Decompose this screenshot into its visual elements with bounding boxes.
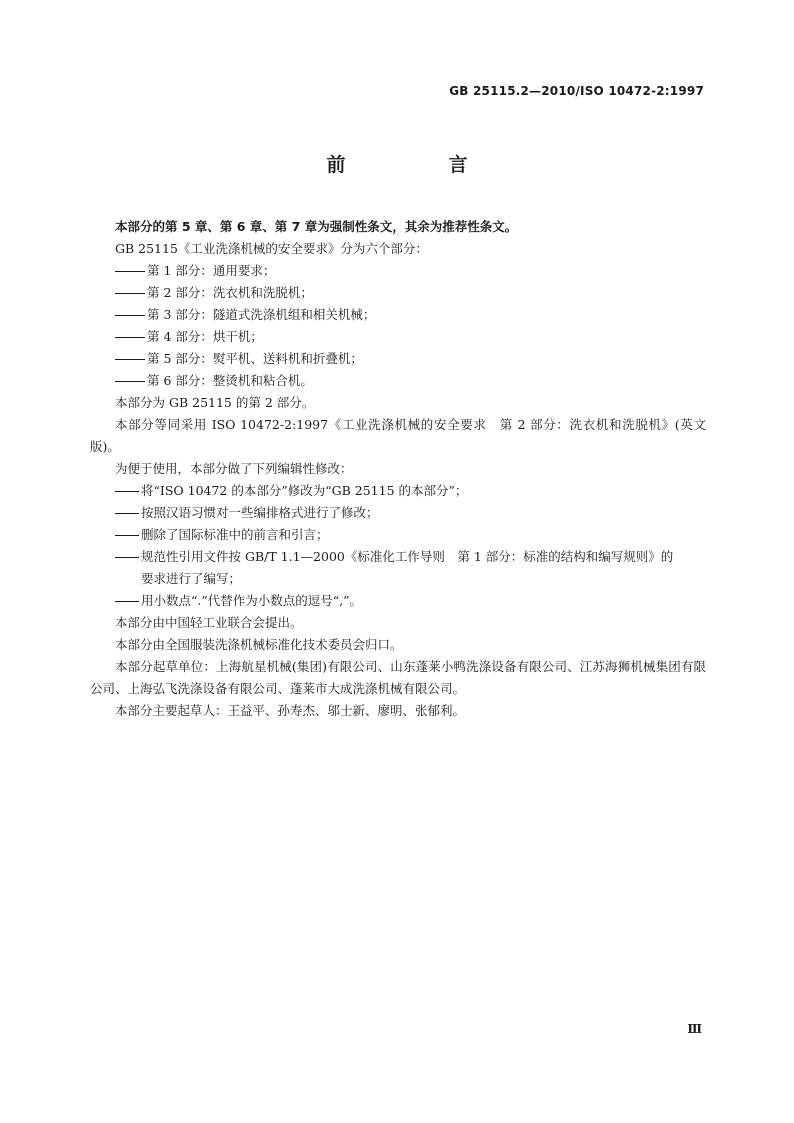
edit-text: 将“ISO 10472 的本部分”修改为“GB 25115 的本部分”；: [141, 483, 468, 498]
edit-text: 按照汉语习惯对一些编排格式进行了修改；: [141, 505, 379, 520]
part-list-item: [90, 326, 706, 348]
edit-continuation: 要求进行了编写；: [141, 571, 242, 586]
edit-list-item: [90, 590, 706, 612]
page-title: 前 言: [326, 154, 510, 176]
edit-text: 用小数点“.”代替作为小数点的逗号“,”。: [141, 593, 363, 608]
part-list-item: [90, 304, 706, 326]
dash-mark: [115, 282, 147, 304]
committee-statement: 本部分由全国服装洗涤机械标准化技术委员会归口。: [115, 637, 403, 652]
edit-text: 规范性引用文件按 GB/T 1.1—2000《标准化工作导则 第 1 部分：标准的结构和编写规则》的: [141, 549, 674, 564]
edit-list-item: [90, 480, 706, 502]
mandatory-clause-note: 本部分的第 5 章、第 6 章、第 7 章为强制性条文，其余为推荐性条文。: [115, 219, 518, 234]
adoption-statement: 本部分等同采用 ISO 10472-2:1997《工业洗涤机械的安全要求 第 2 部分：洗衣机和洗脱机》(英文版)。: [90, 417, 706, 454]
part-text: 第 2 部分：洗衣机和洗脱机；: [147, 285, 313, 300]
part-list-item: [90, 282, 706, 304]
part-list-item: [90, 370, 706, 392]
part-statement: 本部分为 GB 25115 的第 2 部分。: [115, 395, 315, 410]
parts-intro: GB 25115《工业洗涤机械的安全要求》分为六个部分：: [115, 241, 428, 256]
part-text: 第 4 部分：烘干机；: [147, 329, 263, 344]
part-list-item: [90, 348, 706, 370]
dash-mark: [115, 304, 147, 326]
dash-mark: [115, 502, 141, 524]
dash-mark: [115, 480, 141, 502]
dash-mark: [115, 348, 147, 370]
drafters: 本部分主要起草人：王益平、孙寿杰、邬士新、廖明、张郁利。: [115, 703, 466, 718]
dash-mark: [115, 260, 147, 282]
dash-mark: [115, 590, 141, 612]
edit-list-item: [90, 546, 706, 568]
dash-mark: [115, 326, 147, 348]
foreword-body: [90, 216, 706, 722]
part-list-item: [90, 260, 706, 282]
dash-mark: [115, 546, 141, 568]
drafting-units: 本部分起草单位：上海航星机械(集团)有限公司、山东蓬莱小鸭洗涤设备有限公司、江苏海狮机械集团有限公司、上海弘飞洗涤设备有限公司、蓬莱市大成洗涤机械有限公司。: [90, 659, 706, 696]
part-text: 第 1 部分：通用要求；: [147, 263, 276, 278]
part-text: 第 5 部分：熨平机、送料机和折叠机；: [147, 351, 363, 366]
edit-text: 删除了国际标准中的前言和引言；: [141, 527, 329, 542]
edit-list-item: [90, 524, 706, 546]
edit-list-item: [90, 502, 706, 524]
dash-mark: [115, 370, 147, 392]
proposer-statement: 本部分由中国轻工业联合会提出。: [115, 615, 303, 630]
dash-mark: [115, 524, 141, 546]
page-number: Ⅲ: [687, 1022, 702, 1036]
part-text: 第 6 部分：整烫机和粘合机。: [147, 373, 313, 388]
edits-intro: 为便于使用，本部分做了下列编辑性修改：: [115, 461, 353, 476]
part-text: 第 3 部分：隧道式洗涤机组和相关机械；: [147, 307, 376, 322]
standard-number-header: GB 25115.2—2010/ISO 10472-2:1997: [449, 84, 704, 98]
